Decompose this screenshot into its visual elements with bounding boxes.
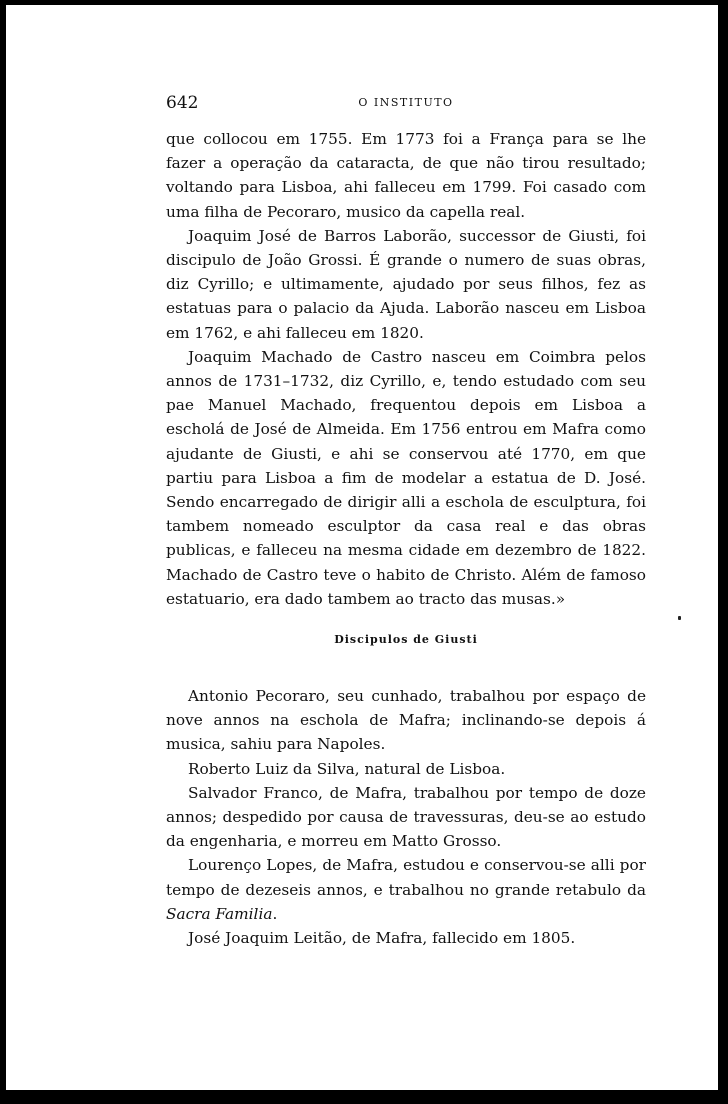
paragraph: Antonio Pecoraro, seu cunhado, trabalhou por espaço de nove annos na eschola de Mafra; inclinando-se depois á musica, sahiu para Napoles. <box>166 687 646 754</box>
paragraph: que collocou em 1755. Em 1773 foi a França para se lhe fazer a operação da cataracta, de que não tirou resultado; voltando para Lisboa, ahi falleceu em 1799. Foi casado com uma filha de Pecoraro, musico da capella real. <box>166 130 646 221</box>
paragraph: Joaquim Machado de Castro nasceu em Coimbra pelos annos de 1731–1732, diz Cyrillo, e, tendo estudado com seu pae Manuel Machado, frequentou depois em Lisboa a escholá de José de Almeida. Em 1756 entrou em Mafra como ajudante de Giusti, e ahi se conservou até 1770, em que partiu para Lisboa a fim de modelar a estatua de D. José. Sendo encarregado de dirigir alli a eschola de esculptura, foi tambem nomeado esculptor da casa real e das obras publicas, e falleceu na mesma cidade em dezembro de 1822. Machado de Castro teve o habito de Christo. Além de famoso estatuario, era dado tambem ao tracto das musas.» <box>166 347 646 608</box>
ink-speck <box>678 616 681 620</box>
paragraph-text: Lourenço Lopes, de Mafra, estudou e conservou-se alli por tempo de dezeseis annos, e trabalhou no grande retabulo da <box>166 856 646 899</box>
main-text-block <box>166 127 646 611</box>
paragraph: Salvador Franco, de Mafra, trabalhou por tempo de doze annos; despedido por causa de travessuras, deu-se ao estudo da engenharia, e morreu em Matto Grosso. <box>166 783 646 851</box>
page-number: 642 <box>166 93 199 113</box>
paragraph-text: . <box>272 904 278 923</box>
paragraph: Joaquim José de Barros Laborão, successor de Giusti, foi discipulo de João Grossi. É grande o numero de suas obras, diz Cyrillo; e ultimamente, ajudado por seus filhos, fez as estatuas para o palacio da Ajuda. Laborão nasceu em Lisboa em 1762, e ahi falleceu em 1820. <box>166 226 646 342</box>
paragraph <box>166 853 646 926</box>
secondary-text-block <box>166 684 646 950</box>
italic-title: Sacra Familia <box>166 904 273 923</box>
running-title: O INSTITUTO <box>358 96 454 109</box>
section-heading: Discipulos de Giusti <box>334 633 478 646</box>
book-page <box>6 5 718 1090</box>
paragraph: Roberto Luiz da Silva, natural de Lisboa. <box>188 759 506 778</box>
page-header <box>166 93 646 117</box>
paragraph: José Joaquim Leitão, de Mafra, fallecido em 1805. <box>188 929 576 948</box>
